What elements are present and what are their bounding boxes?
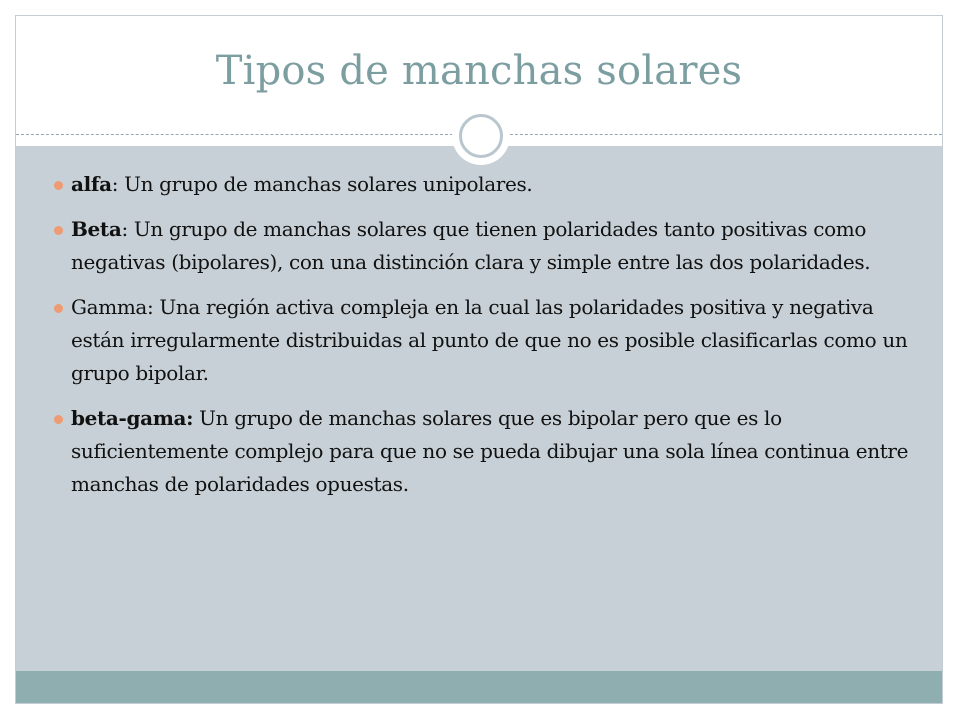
bullet-term: alfa <box>71 172 112 196</box>
bullet-text: Gamma: Una región activa compleja en la cual las polaridades positiva y negativa están irregularmente distribuidas al punto de que no es posible clasificarlas como un grupo bipolar. <box>71 295 908 385</box>
bullet-item-beta-gama <box>54 402 914 501</box>
bullet-text: Un grupo de manchas solares que es bipolar pero que es lo suficientemente complejo para que no se pueda dibujar una sola línea continua entre manchas de polaridades opuestas. <box>71 406 909 496</box>
bullet-text: Un grupo de manchas solares que tienen polaridades tanto positivas como negativas (bipolares), con una distinción clara y simple entre las dos polaridades. <box>71 217 871 274</box>
bullet-term: beta-gama: <box>71 406 194 430</box>
slide-frame <box>15 15 943 704</box>
bullet-item-beta <box>54 213 914 279</box>
bottom-band <box>16 671 942 704</box>
bullet-dot-icon <box>54 415 63 424</box>
bullet-list <box>54 168 914 513</box>
bullet-dot-icon <box>54 226 63 235</box>
bullet-text: Un grupo de manchas solares unipolares. <box>124 172 533 196</box>
bullet-separator: : <box>121 217 134 241</box>
bullet-item-gamma <box>54 291 914 390</box>
bullet-dot-icon <box>54 181 63 190</box>
circle-ring-inner <box>459 114 503 158</box>
bullet-term: Beta <box>71 217 122 241</box>
slide-title: Tipos de manchas solares <box>215 48 743 94</box>
circle-ring-icon <box>452 107 510 165</box>
bullet-dot-icon <box>54 304 63 313</box>
bullet-item-alfa <box>54 168 914 201</box>
bullet-separator: : <box>111 172 125 196</box>
